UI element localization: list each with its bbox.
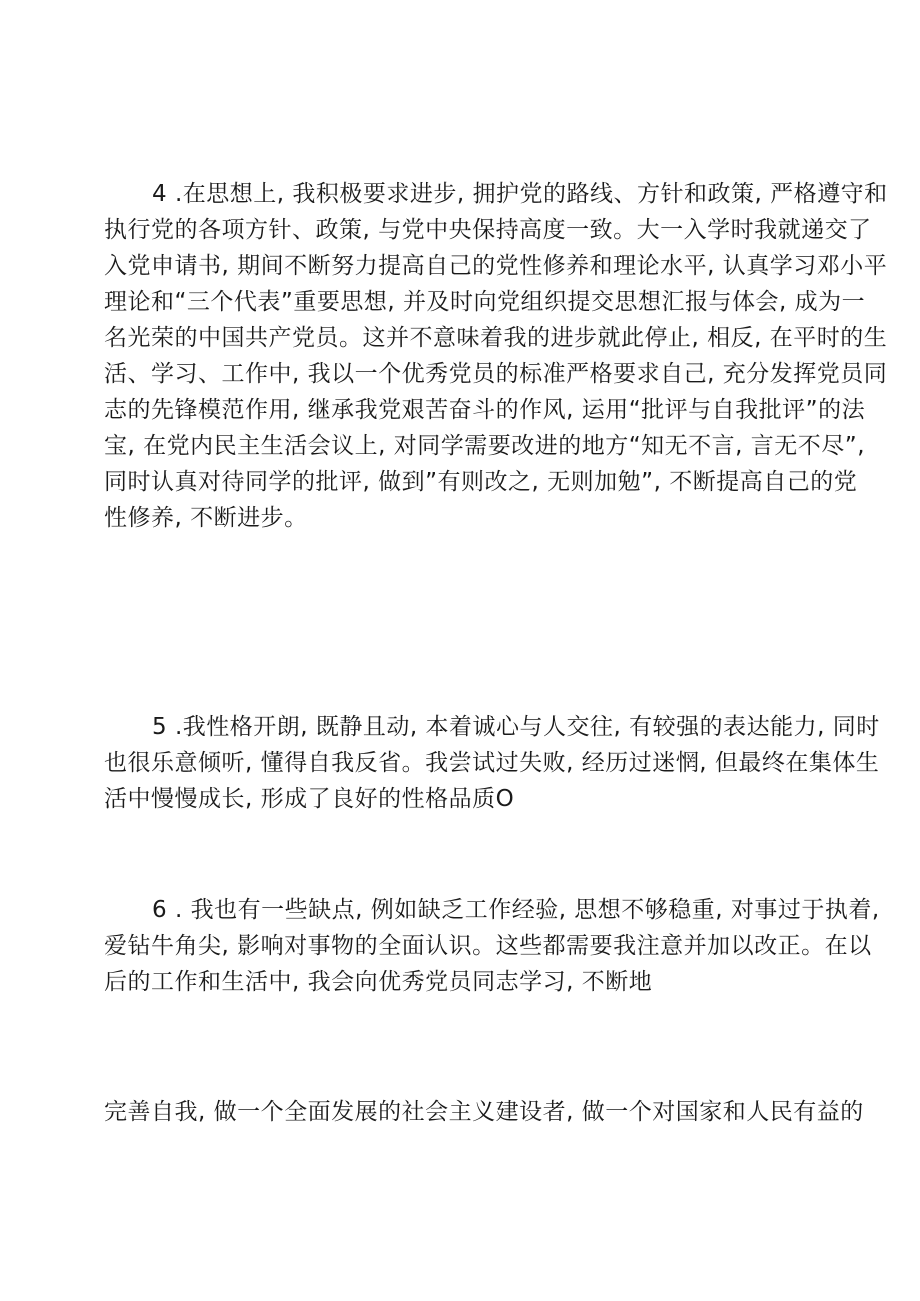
paragraph-6 [104,892,880,1000]
text-line: 后的工作和生活中, 我会向优秀党员同志学习, 不断地 [104,969,653,995]
text-line: 入党申请书, 期间不断努力提高自己的党性修养和理论水平, 认真学习邓小平 [104,253,888,279]
text-line: 性修养, 不断进步。 [104,505,308,531]
paragraph-4 [104,176,888,536]
text-line: 志的先锋模范作用, 继承我党艰苦奋斗的作风, 运用“批评与自我批评”的法 [104,397,866,423]
text-line: 名光荣的中国共产党员。这并不意味着我的进步就此停止, 相反, 在平时的生 [104,325,888,351]
text-line: 也很乐意倾听, 懂得自我反省。我尝试过失败, 经历过迷惘, 但最终在集体生 [104,750,880,776]
paragraph-continuation [104,1094,864,1130]
text-line: 活、学习、工作中, 我以一个优秀党员的标准严格要求自己, 充分发挥党员同 [104,361,888,387]
text-line: 6 . 我也有一些缺点, 例如缺乏工作经验, 思想不够稳重, 对事过于执着, [152,897,880,923]
text-line: 活中慢慢成长, 形成了良好的性格品质O [104,786,515,812]
text-line: 5 .我性格开朗, 既静且动, 本着诚心与人交往, 有较强的表达能力, 同时 [152,714,880,740]
text-line: 理论和“三个代表”重要思想, 并及时向党组织提交思想汇报与体会, 成为一 [104,289,866,315]
text-line: 4 .在思想上, 我积极要求进步, 拥护党的路线、方针和政策, 严格遵守和 [152,181,888,207]
text-line: 同时认真对待同学的批评, 做到”有则改之, 无则加勉”, 不断提高自己的党 [104,469,858,495]
text-line: 执行党的各项方针、政策, 与党中央保持高度一致。大一入学时我就递交了 [104,217,872,243]
text-line: 宝, 在党内民主生活会议上, 对同学需要改进的地方“知无不言, 言无不尽”, [104,433,866,459]
paragraph-5 [104,709,880,817]
text-line: 爱钻牛角尖, 影响对事物的全面认识。这些都需要我注意并加以改正。在以 [104,933,872,959]
text-line: 完善自我, 做一个全面发展的社会主义建设者, 做一个对国家和人民有益的 [104,1099,864,1125]
